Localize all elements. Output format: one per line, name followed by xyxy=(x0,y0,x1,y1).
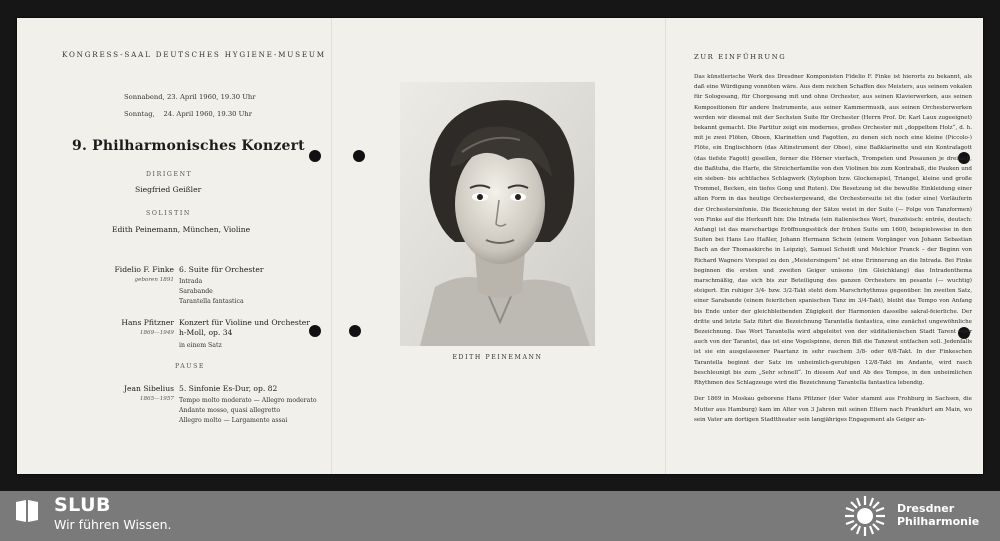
footer-bar xyxy=(0,491,1000,541)
conductor-name: Siegfried Geißler xyxy=(135,185,202,194)
slub-book-icon xyxy=(13,497,41,525)
movement-list xyxy=(179,396,319,426)
movement: Allegro molto — Largamente assai xyxy=(179,417,288,424)
work-title: Konzert für Violine und Orchester h-Moll, op. 34 xyxy=(179,318,310,337)
composer-name: Fidelio F. Finke xyxy=(114,265,174,274)
concert-dates xyxy=(124,89,256,123)
date-line: Sonnabend, 23. April 1960, 19.30 Uhr xyxy=(124,93,256,101)
composer-dates: geboren 1891 xyxy=(134,277,174,283)
composer-name: Jean Sibelius xyxy=(123,384,174,393)
composer-name: Hans Pfitzner xyxy=(121,318,174,327)
composer-dates: 1869—1949 xyxy=(139,330,174,336)
punch-hole xyxy=(309,150,321,162)
work-title: 5. Sinfonie Es-Dur, op. 82 xyxy=(179,384,278,393)
slub-logo-text: SLUB xyxy=(54,494,112,516)
work-title: 6. Suite für Orchester xyxy=(179,265,264,274)
movement-list xyxy=(179,341,319,351)
intro-text xyxy=(694,72,972,425)
intro-paragraph: Der 1869 in Moskau geborene Hans Pfitzner (der Vater stammt aus Frohburg in Sachsen, die Mutter aus Hamburg) kam im Alter von 3 Jahren mit seinen Eltern nach Frankfurt am Main, wo sein Vater am dortigen Stadttheater sein langjähriges Engagement als Geiger an- xyxy=(694,396,972,423)
movement: Tarantella fantastica xyxy=(179,298,244,305)
date-line: Sonntag, 24. April 1960, 19.30 Uhr xyxy=(124,110,253,118)
portrait-illustration xyxy=(400,82,595,346)
partner-line: Dresdner xyxy=(897,502,955,515)
slub-claim: Wir führen Wissen. xyxy=(54,517,172,532)
philharmonie-sunburst-icon xyxy=(842,494,888,538)
program-sheet xyxy=(17,18,983,474)
intro-paragraph: Das künstlerische Werk des Dresdner Komponisten Fidelio F. Finke ist hierorts zu bekannt, als daß eine Würdigung vonnöten wäre. Aus dem reichen Schaffen des Meisters, aus seinem vokalen für Sologesang, für Chorgesang mit und ohne Orchester, aus seinen Klavierwerken, aus seinen Kompositionen für andere Instrumente, aus seiner Kammermusik, aus seinen Orchesterwerken werden wir diesmal mit der Sechsten Suite für Orchester (Herrn Prof. Dr. Karl Laux zugeeignet) bekannt gemacht. Die Partitur zeigt ein modernes, großes Orchester mit „doppeltem Holz“, d. h. mit je zwei Flöten, Oboen, Klarinetten und Fagotten, zu denen sich noch eine kleine (Piccolo-) Flöte, ein Englischhorn (das Altinstrument der Oboe), eine Baßklarinette und ein Kontrafagott (das tiefste Fagott) gesellen, ferner die Hörner vierfach, Trompeten und Posaunen je dreifach, die Baßtuba, die Harfe, die Streicherfamilie von den Violinen bis zum Kontrabaß, die Pauken und ein sieben- bis achtfaches Schlagwerk (Xylophon bzw. Glockenspiel, Triangel, kleine und große Trommel, Becken, ein tiefes Gong und Ruten). Die Besetzung ist die bewußte Einkleidung einer alten Form in das heutige Orchestergewand, die Orchestersuite ist die (oder eine) Vorläuferin der Orchestersinfonie. Die Bezeichnung der Sätze weist in der Suite (— Folge von Tanzformen) von Finke auf die Herkunft hin: Die Intrada (ein italienisches Wort, französisch: entrée, deutsch: Anfang) ist das marschartige Eröffnungsstück der frühen Suite um 1600, beispielsweise in den Suiten bei Hans Leo Haßler, Johann Hermann Schein (einem Vorgänger von Johann Sebastian Bach an der Thomaskirche in Leipzig), Samuel Scheidt und Melchior Franck – der Beginn von Richard Wagners Vorspiel zu den „Meistersingern“ ist eine Erinnerung an die Intrada. Bei Finke beginnen die ersten und zweiten Geiger unisono (im Gleichklang) das Intradenthema marschmäßig, das sich bis zur Beteiligung des ganzen Orchesters im pesante (— wuchtig) steigert. Ein ruhiger 3/4- bzw. 3/2-Takt steht dem Marschrhythmus gegenüber. Im zweiten Satz, einer Sarabande (einem feierlichen spanischen Tanz im 3/4-Takt), bleibt das Tempo von Anfang bis Ende unter der gleichbleibenden Zügigkeit der Harmonien dasselbe sakral-feierliche. Der dritte und letzte Satz führt die Bezeichnung Tarantella fantastica, eine zunächst ungewöhnliche Bezeichnung. Das Wort Tarantella wird abgeleitet von der süditalienischen Stadt Tarent oder auch von der Tarantel, das ist eine Vogelspinne, deren Biß die Tanzwut entfachen soll. Jedenfalls ist sie ein ausgelassener Paartanz in sehr raschem 3/8- oder 6/8-Takt. In der Finkeschen Tarantella beginnt der Satz im unheimlich-geruhigen 12/8-Takt im Andante, wird rasch beschleunigt bis zum „Sehr schnell“. In diesem Auf und Ab des Tempos, in den unheimlichen Rhythmen des Schlagzeuge wird die Bezeichnung Tarantella fantastica lebendig. xyxy=(694,74,972,387)
movement: Tempo molto moderato — Allegro moderato xyxy=(179,397,317,404)
movement: Intrada xyxy=(179,278,203,285)
intro-heading: ZUR EINFÜHRUNG xyxy=(694,53,787,61)
movement: Sarabande xyxy=(179,288,213,295)
fold-line xyxy=(331,18,332,474)
movement: Andante mosso, quasi allegretto xyxy=(179,407,281,414)
punch-hole xyxy=(353,150,365,162)
portrait-photo xyxy=(400,82,595,346)
soloist-label: SOLISTIN xyxy=(146,210,191,217)
soloist-name: Edith Peinemann, München, Violine xyxy=(112,225,251,234)
conductor-label: DIRIGENT xyxy=(146,171,193,178)
concert-title: 9. Philharmonisches Konzert xyxy=(72,138,305,154)
movement: in einem Satz xyxy=(179,342,222,349)
pause-label: PAUSE xyxy=(175,363,206,370)
photo-caption: EDITH PEINEMANN xyxy=(452,354,543,361)
punch-hole xyxy=(349,325,361,337)
movement-list xyxy=(179,277,319,307)
composer-dates: 1865—1957 xyxy=(139,396,174,402)
partner-line: Philharmonie xyxy=(897,515,980,528)
philharmonie-logo-text xyxy=(897,502,979,528)
fold-line xyxy=(665,18,666,474)
venue-heading: KONGRESS-SAAL DEUTSCHES HYGIENE-MUSEUM xyxy=(62,50,326,59)
